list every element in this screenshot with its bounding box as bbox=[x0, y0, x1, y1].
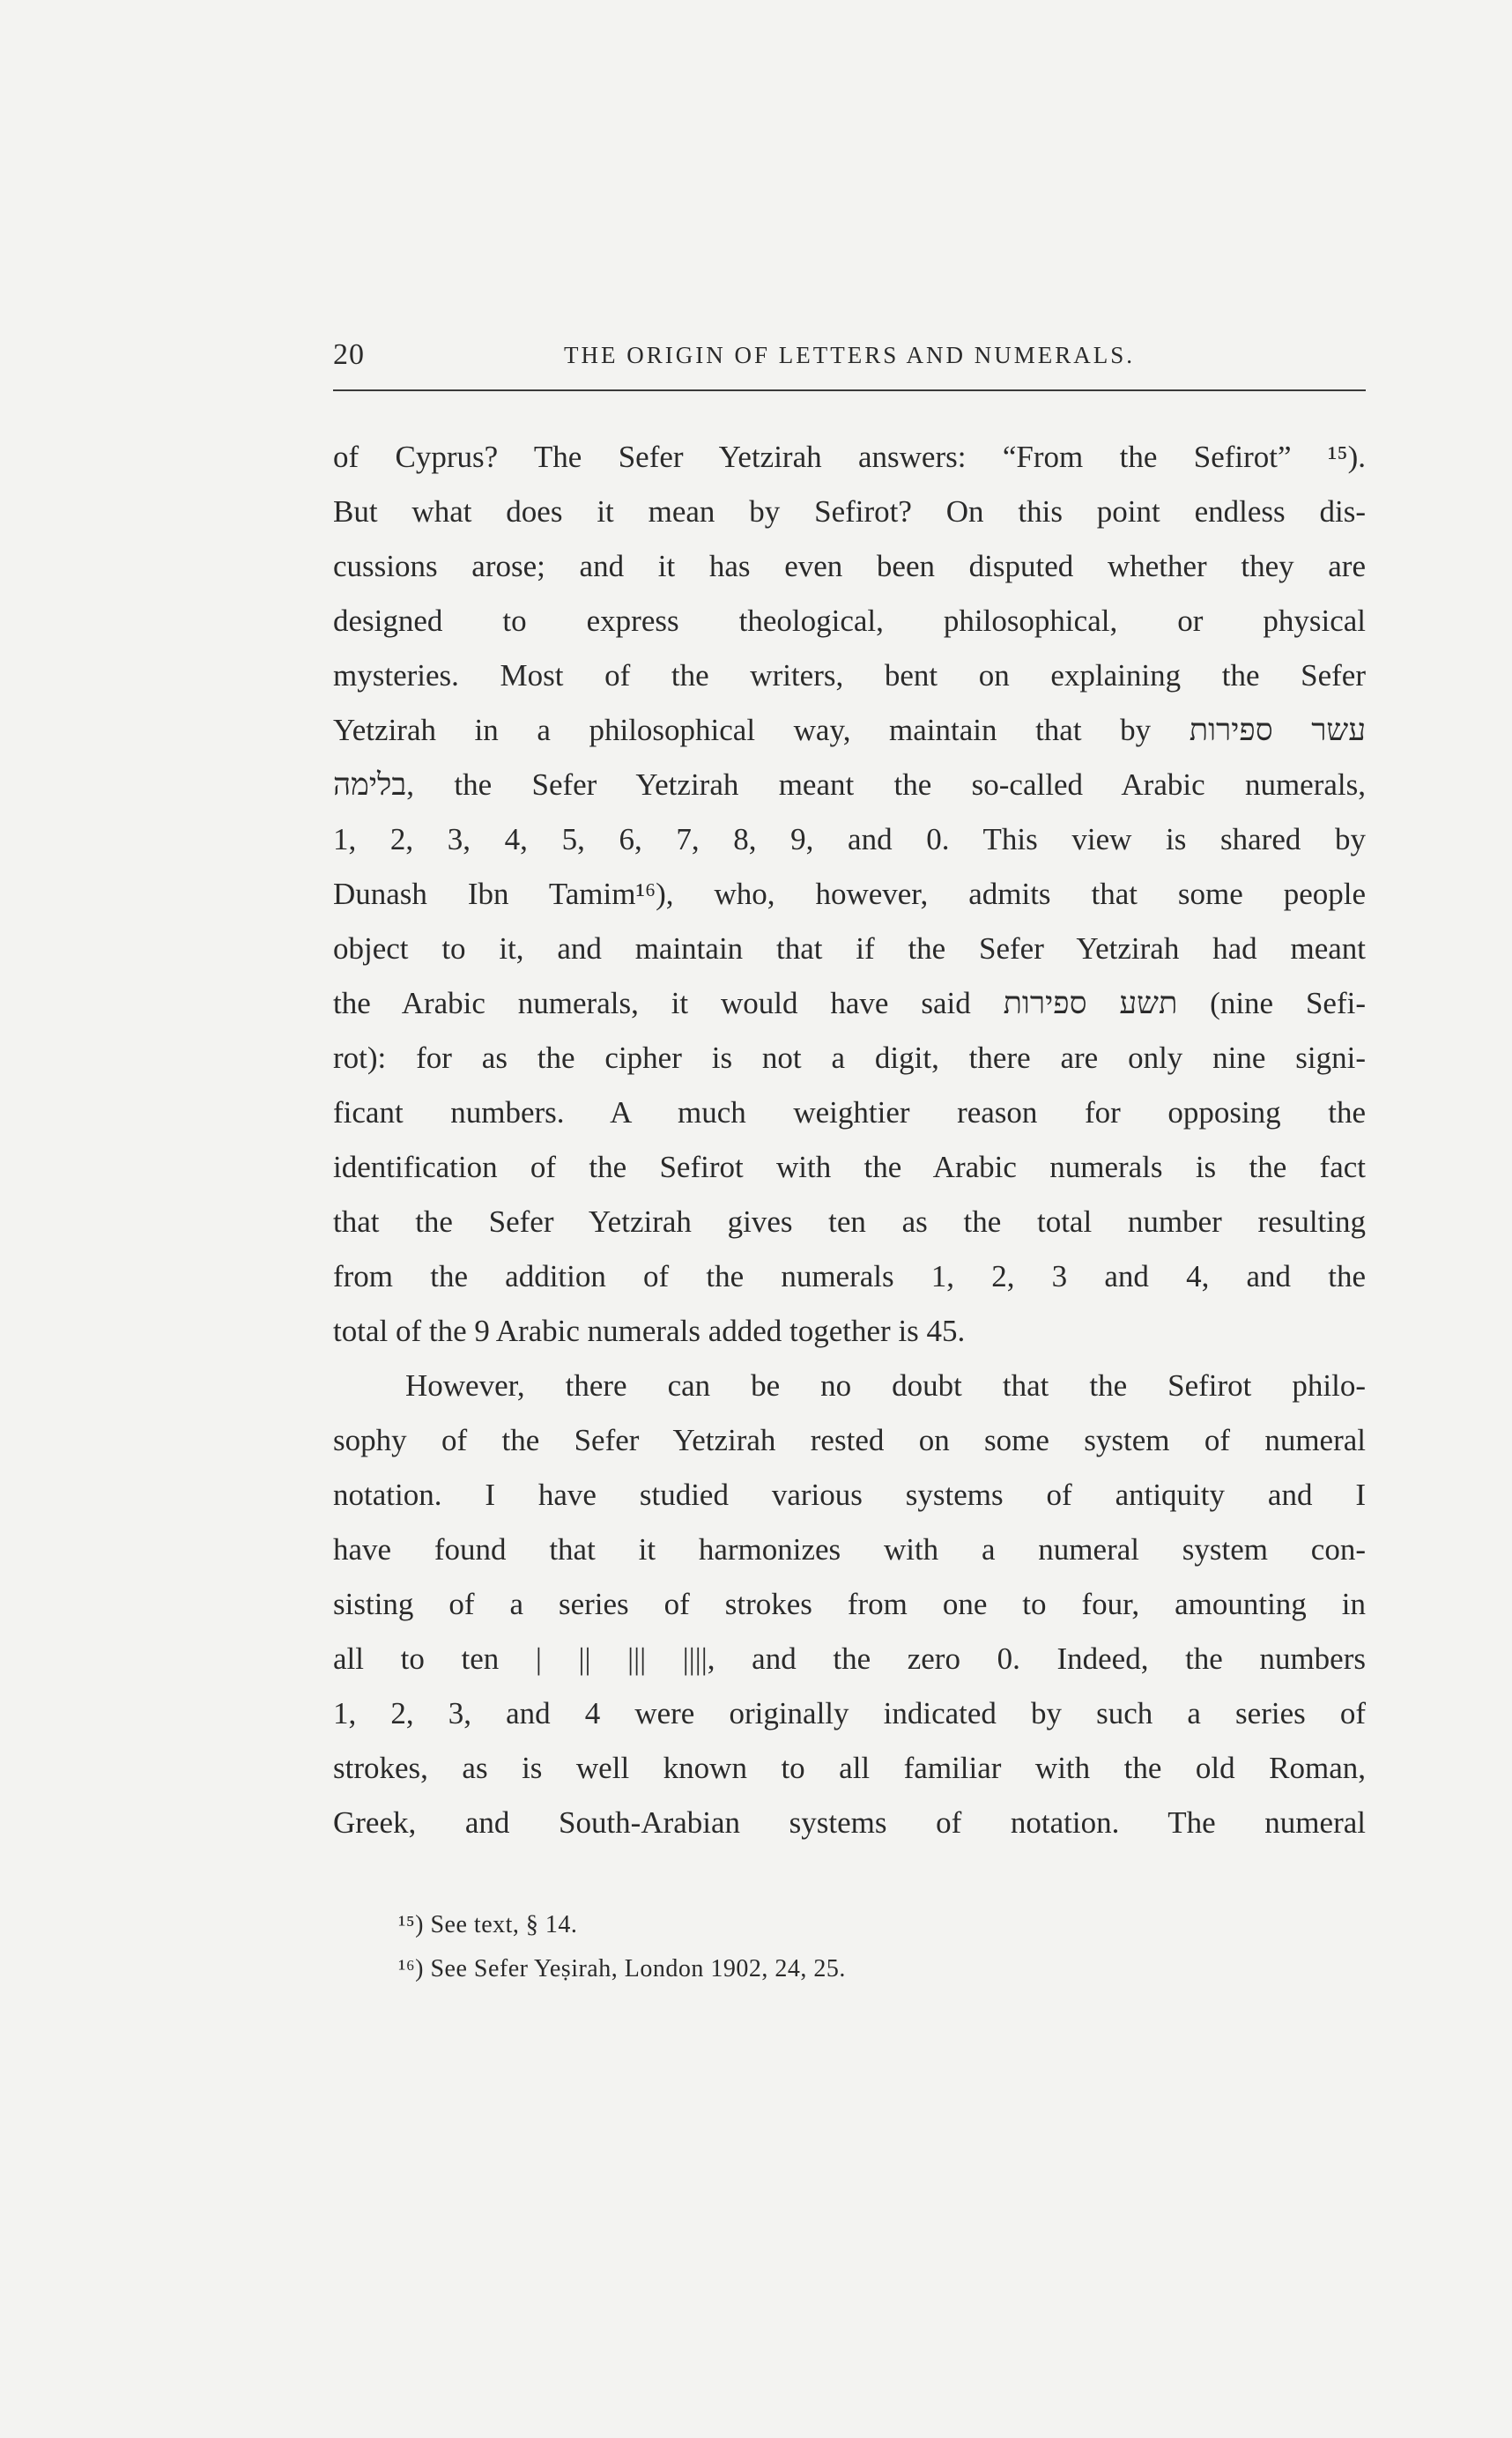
text-line: designed to express theological, philosophical, or physical bbox=[333, 604, 1366, 638]
text-line: rot): for as the cipher is not a digit, there are only nine signi- bbox=[333, 1041, 1366, 1075]
text-line: notation. I have studied various systems of antiquity and I bbox=[333, 1478, 1366, 1512]
text-line: sisting of a series of strokes from one to four, amounting in bbox=[333, 1587, 1366, 1621]
running-title: THE ORIGIN OF LETTERS AND NUMERALS. bbox=[564, 342, 1135, 368]
text-line: Greek, and South-Arabian systems of notation. The numeral bbox=[333, 1805, 1366, 1840]
text-line: all to ten | || ||| ||||, and the zero 0. Indeed, the numbers bbox=[333, 1641, 1366, 1676]
text-line: Dunash Ibn Tamim¹⁶), who, however, admits that some people bbox=[333, 877, 1366, 911]
text-line: Yetzirah in a philosophical way, maintain that by עשר ספירות bbox=[333, 713, 1366, 747]
text-line: of Cyprus? The Sefer Yetzirah answers: “From the Sefirot” ¹⁵). bbox=[333, 440, 1366, 474]
text-line: 1, 2, 3, 4, 5, 6, 7, 8, 9, and 0. This view is shared by bbox=[333, 822, 1366, 856]
text-line: sophy of the Sefer Yetzirah rested on some system of numeral bbox=[333, 1423, 1366, 1457]
text-line: from the addition of the numerals 1, 2, 3 and 4, and the bbox=[333, 1259, 1366, 1293]
footnotes bbox=[398, 1903, 1279, 1991]
text-line: strokes, as is well known to all familiar with the old Roman, bbox=[333, 1751, 1366, 1785]
text-line: total of the 9 Arabic numerals added together is 45. bbox=[333, 1314, 966, 1348]
text-line: But what does it mean by Sefirot? On this point endless dis- bbox=[333, 494, 1366, 529]
text-line: cussions arose; and it has even been disputed whether they are bbox=[333, 549, 1366, 583]
text-line: the Arabic numerals, it would have said תשע ספירות (nine Sefi- bbox=[333, 986, 1366, 1020]
footnote-16: ¹⁶) See Sefer Yeṣirah, London 1902, 24, 25. bbox=[398, 1955, 846, 1982]
running-head bbox=[333, 335, 1366, 391]
text-line: mysteries. Most of the writers, bent on explaining the Sefer bbox=[333, 658, 1366, 693]
text-line: ficant numbers. A much weightier reason for opposing the bbox=[333, 1095, 1366, 1130]
text-line: object to it, and maintain that if the Sefer Yetzirah had meant bbox=[333, 931, 1366, 966]
footnote-15: ¹⁵) See text, § 14. bbox=[398, 1911, 578, 1938]
page-number: 20 bbox=[333, 338, 365, 371]
text-line: identification of the Sefirot with the Arabic numerals is the fact bbox=[333, 1150, 1366, 1184]
text-line: that the Sefer Yetzirah gives ten as the total number resulting bbox=[333, 1204, 1366, 1239]
text-line: However, there can be no doubt that the Sefirot philo- bbox=[405, 1368, 1366, 1403]
text-line: 1, 2, 3, and 4 were originally indicated by such a series of bbox=[333, 1696, 1366, 1730]
text-line: בלימה, the Sefer Yetzirah meant the so-called Arabic numerals, bbox=[333, 767, 1366, 802]
body-text bbox=[333, 430, 1366, 1850]
text-line: have found that it harmonizes with a numeral system con- bbox=[333, 1532, 1366, 1567]
